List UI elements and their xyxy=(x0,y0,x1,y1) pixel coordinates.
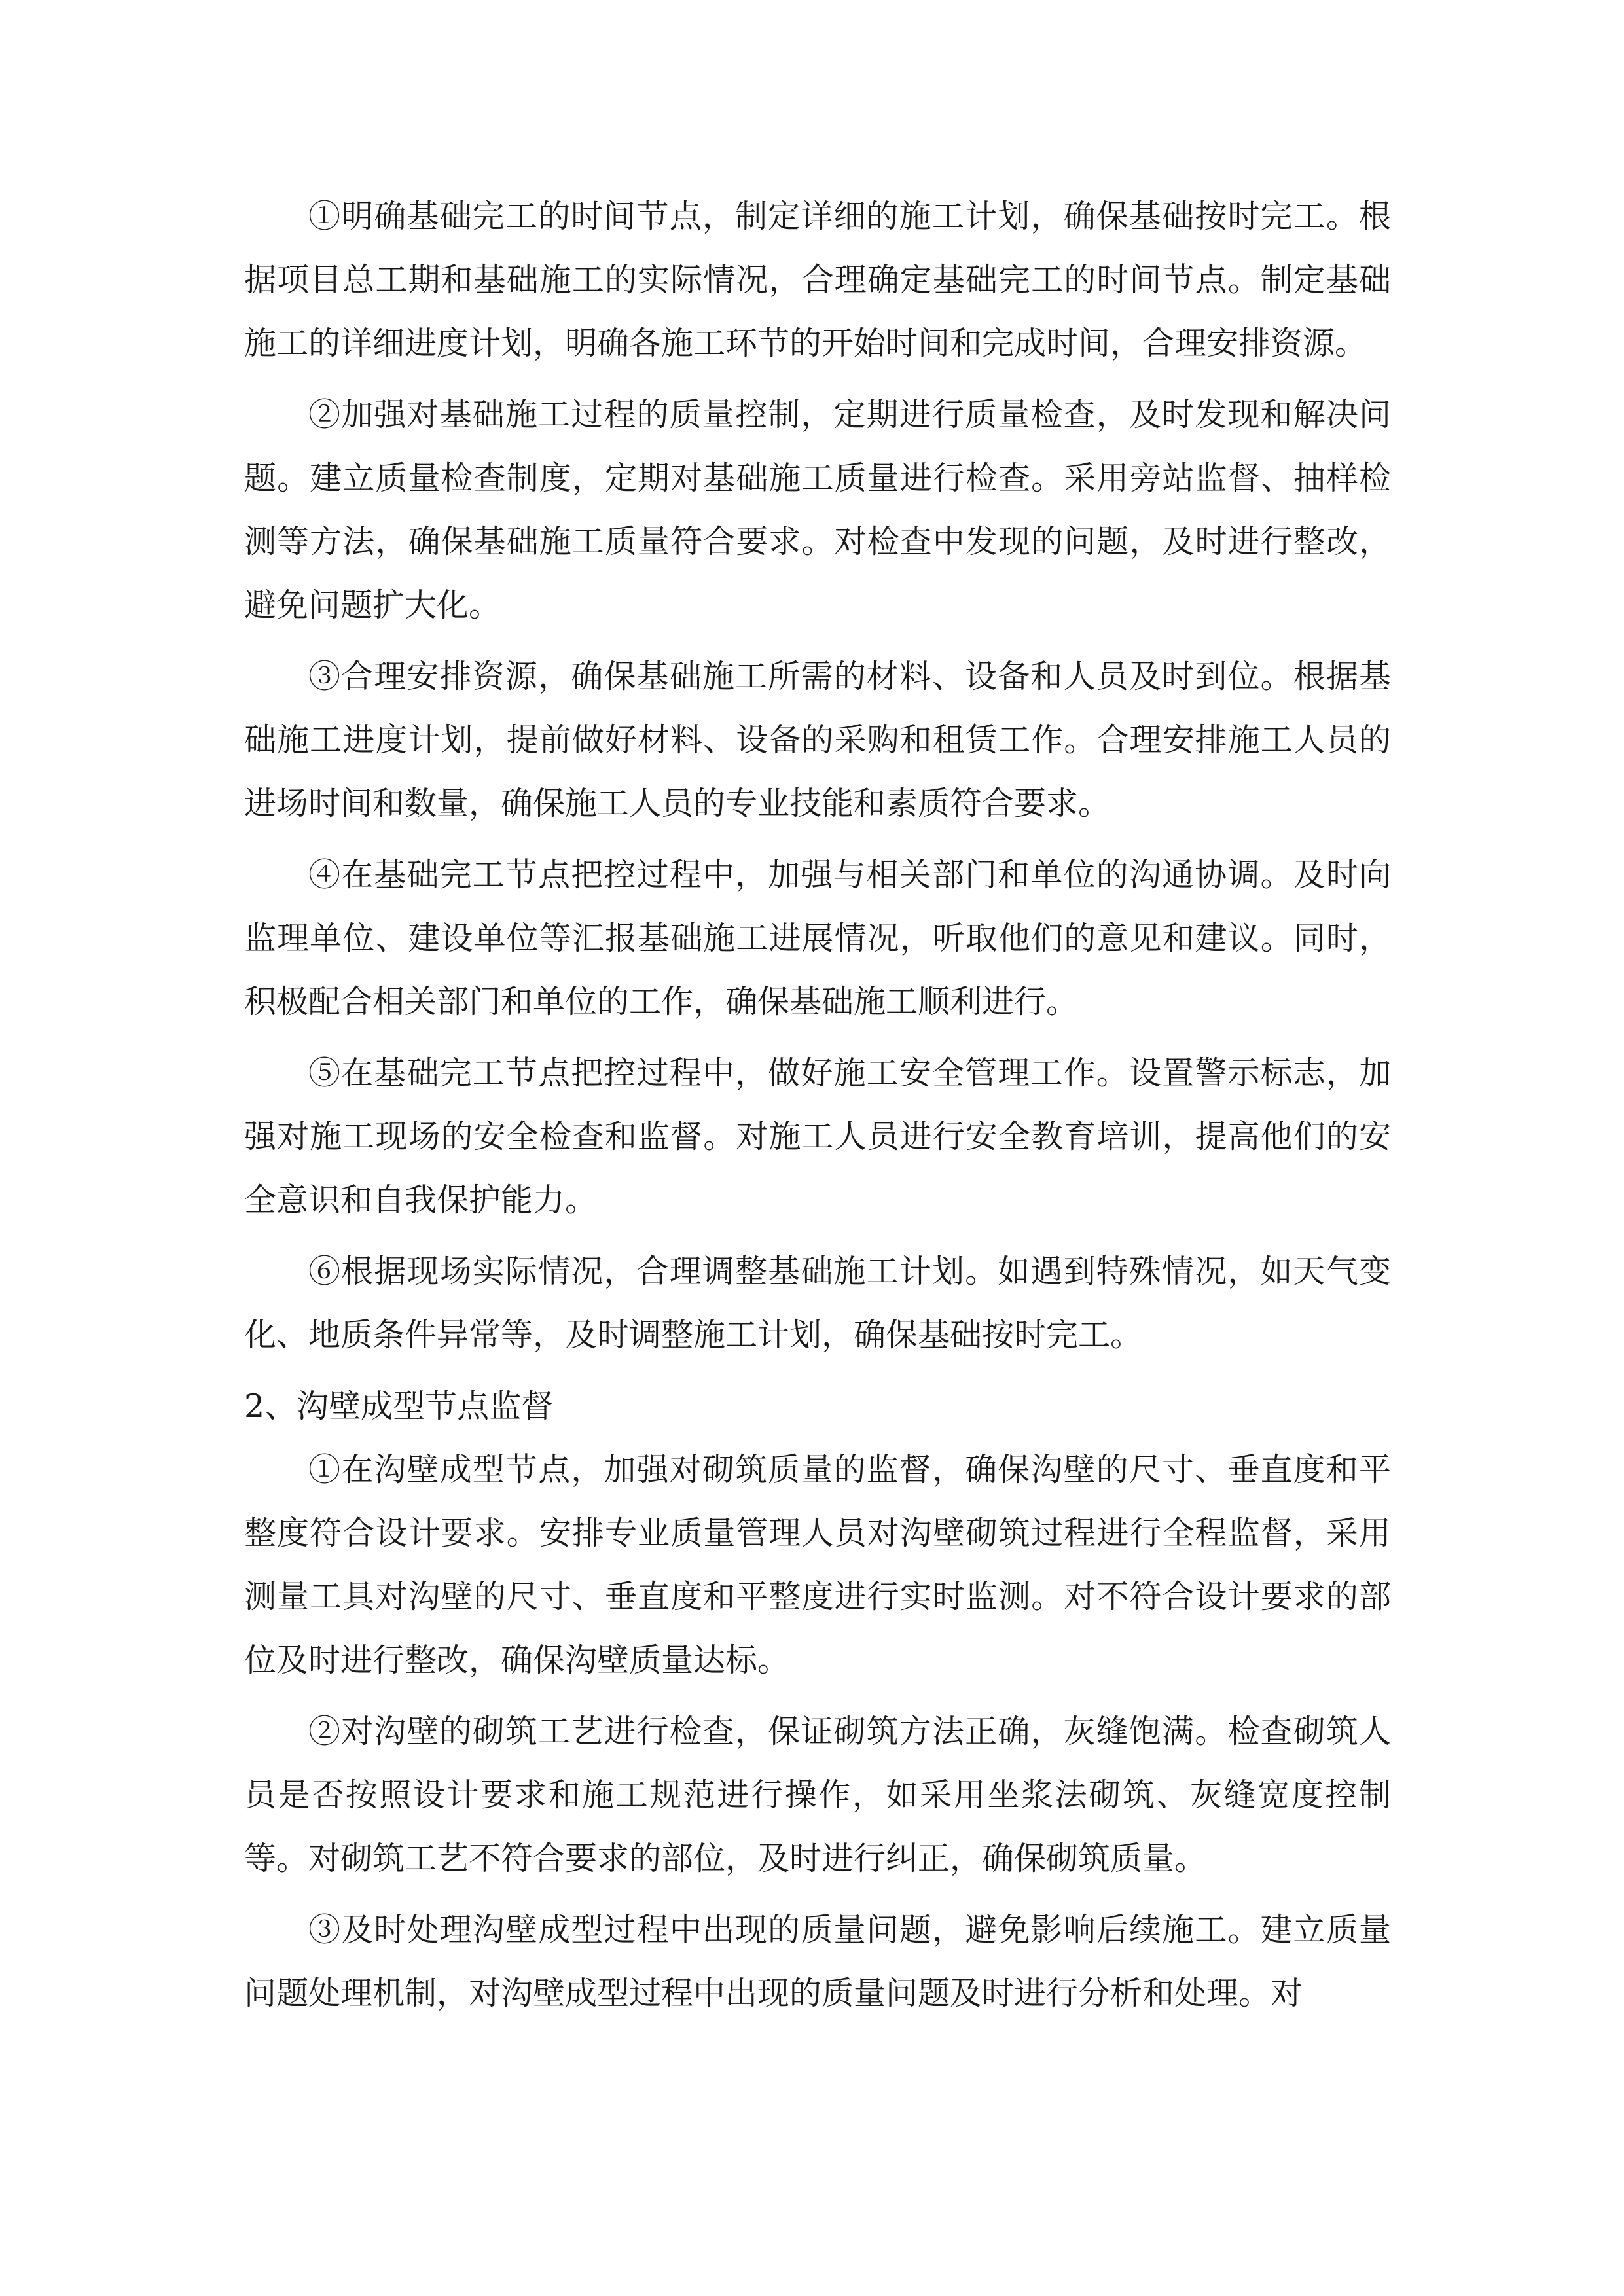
paragraph-6: ⑥根据现场实际情况，合理调整基础施工计划。如遇到特殊情况，如天气变化、地质条件异常等，及时调整施工计划，确保基础按时完工。 xyxy=(244,1253,1391,1354)
section-paragraph-1: ①在沟壁成型节点，加强对砌筑质量的监督，确保沟壁的尺寸、垂直度和平整度符合设计要求。安排专业质量管理人员对沟壁砌筑过程进行全程监督，采用测量工具对沟壁的尺寸、垂直度和平整度进行实时监测。对不符合设计要求的部位及时进行整改，确保沟壁质量达标。 xyxy=(244,1451,1391,1679)
section-paragraph-2: ②对沟壁的砌筑工艺进行检查，保证砌筑方法正确，灰缝饱满。检查砌筑人员是否按照设计要求和施工规范进行操作，如采用坐浆法砌筑、灰缝宽度控制等。对砌筑工艺不符合要求的部位，及时进行纠正，确保砌筑质量。 xyxy=(244,1713,1391,1877)
paragraph-3: ③合理安排资源，确保基础施工所需的材料、设备和人员及时到位。根据基础施工进度计划，提前做好材料、设备的采购和租赁工作。合理安排施工人员的进场时间和数量，确保施工人员的专业技能和素质符合要求。 xyxy=(244,658,1391,822)
section-paragraph-3: ③及时处理沟壁成型过程中出现的质量问题，避免影响后续施工。建立质量问题处理机制，对沟壁成型过程中出现的质量问题及时进行分析和处理。对 xyxy=(244,1911,1391,2012)
section-heading: 2、沟壁成型节点监督 xyxy=(244,1388,554,1425)
paragraph-4: ④在基础完工节点把控过程中，加强与相关部门和单位的沟通协调。及时向监理单位、建设单位等汇报基础施工进展情况，听取他们的意见和建议。同时，积极配合相关部门和单位的工作，确保基础施工顺利进行。 xyxy=(244,856,1391,1020)
paragraph-1: ①明确基础完工的时间节点，制定详细的施工计划，确保基础按时完工。根据项目总工期和基础施工的实际情况，合理确定基础完工的时间节点。制定基础施工的详细进度计划，明确各施工环节的开始时间和完成时间，合理安排资源。 xyxy=(244,198,1391,362)
paragraph-5: ⑤在基础完工节点把控过程中，做好施工安全管理工作。设置警示标志，加强对施工现场的安全检查和监督。对施工人员进行安全教育培训，提高他们的安全意识和自我保护能力。 xyxy=(244,1054,1391,1219)
paragraph-2: ②加强对基础施工过程的质量控制，定期进行质量检查，及时发现和解决问题。建立质量检查制度，定期对基础施工质量进行检查。采用旁站监督、抽样检测等方法，确保基础施工质量符合要求。对检查中发现的问题，及时进行整改，避免问题扩大化。 xyxy=(244,396,1391,624)
document-body xyxy=(244,185,1391,2033)
